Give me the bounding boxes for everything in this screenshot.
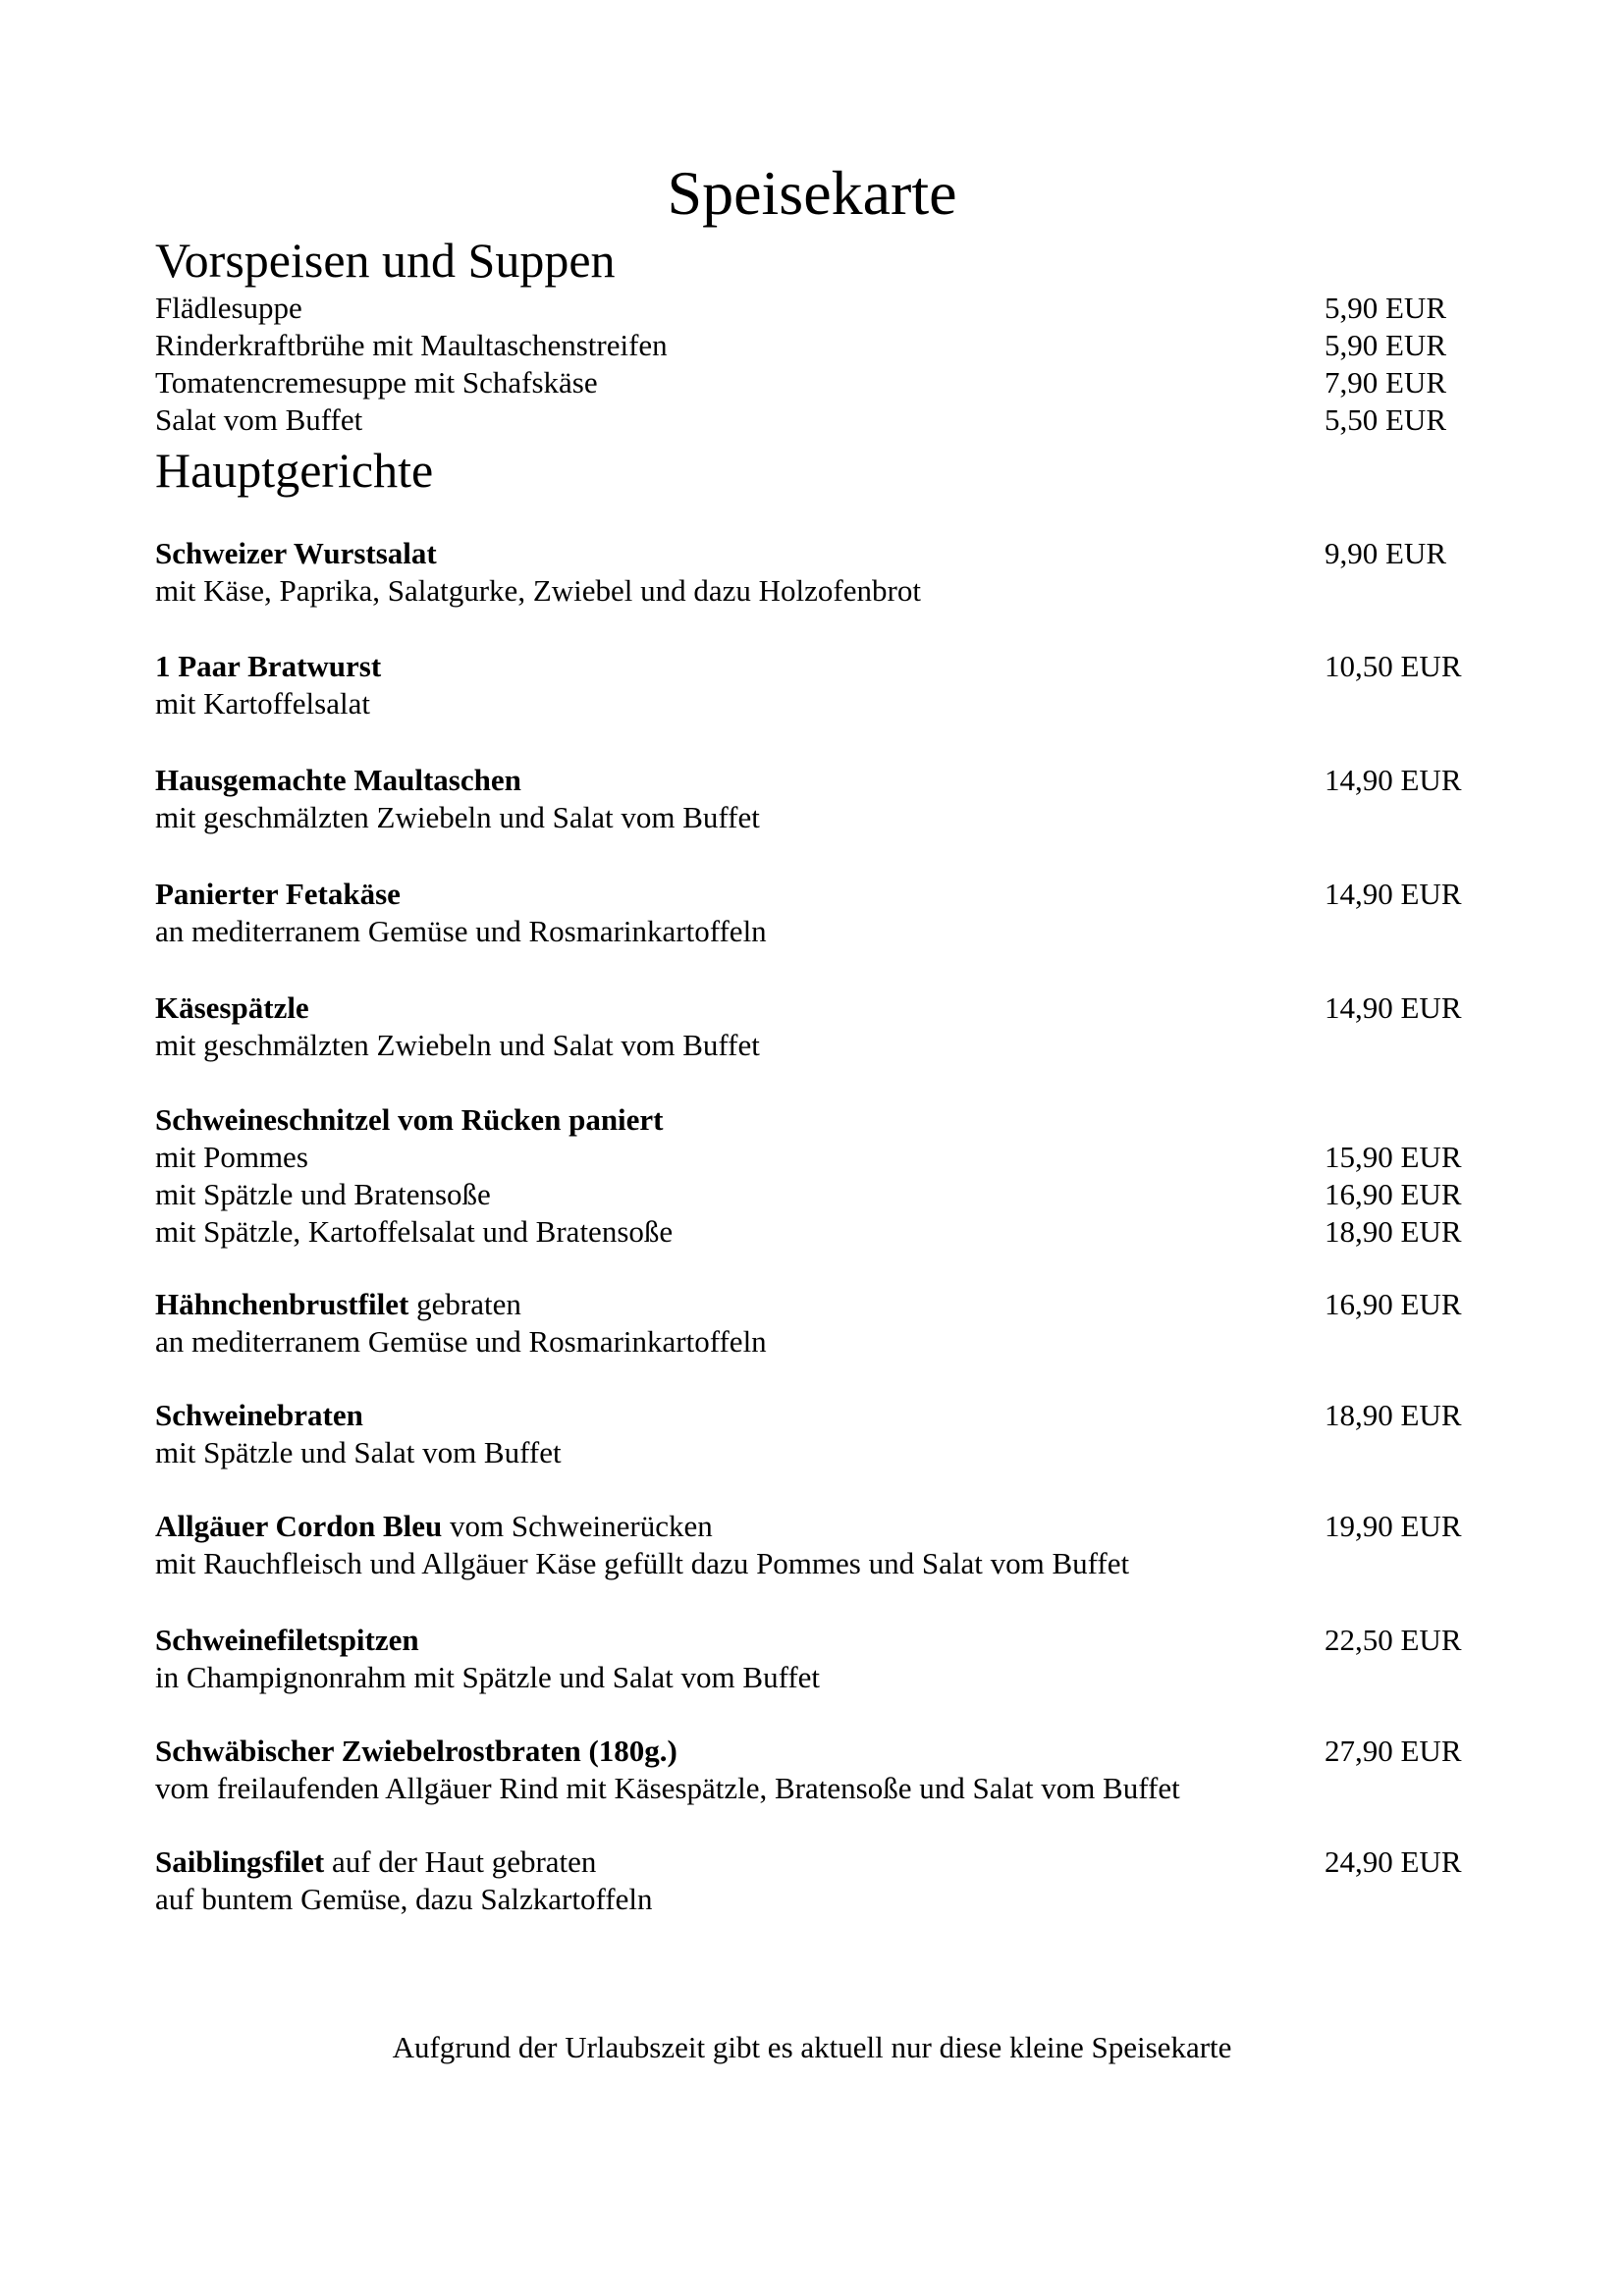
dish-title [155, 876, 401, 913]
dish-description: mit Kartoffelsalat [155, 686, 370, 721]
dish-price: 14,90 EUR [1325, 877, 1462, 911]
dish-price: 9,90 EUR [1325, 536, 1446, 570]
dish-price: 14,90 EUR [1325, 763, 1462, 797]
dish-name: Schweineschnitzel vom Rücken paniert [155, 1102, 664, 1137]
dish-name: Hausgemachte Maultaschen [155, 763, 521, 797]
section-heading-starters: Vorspeisen und Suppen [155, 233, 616, 288]
dish-title [155, 1508, 713, 1545]
dish-name-suffix: vom Schweinerücken [442, 1509, 713, 1543]
dish-name: Schwäbischer Zwiebelrostbraten (180g.) [155, 1734, 677, 1768]
dish-price: 22,50 EUR [1325, 1623, 1462, 1657]
dish-price: 14,90 EUR [1325, 990, 1462, 1025]
dish-description: in Champignonrahm mit Spätzle und Salat vom Buffet [155, 1660, 821, 1694]
dish-description: auf buntem Gemüse, dazu Salzkartoffeln [155, 1882, 653, 1916]
dish-name: Schweinefiletspitzen [155, 1623, 419, 1657]
dish-description: mit Spätzle und Salat vom Buffet [155, 1435, 562, 1469]
dish-price: 16,90 EUR [1325, 1287, 1462, 1321]
dish-title [155, 1733, 677, 1770]
dish-title [155, 1397, 363, 1434]
dish-description: an mediterranem Gemüse und Rosmarinkartoffeln [155, 914, 767, 948]
dish-option-label: mit Spätzle, Kartoffelsalat und Bratensoße [155, 1214, 674, 1249]
dish-name: Schweizer Wurstsalat [155, 536, 437, 570]
dish-title [155, 1286, 521, 1323]
menu-item-name: Rinderkraftbrühe mit Maultaschenstreifen [155, 328, 668, 362]
dish-name: Käsespätzle [155, 990, 309, 1025]
page-title: Speisekarte [667, 158, 957, 228]
dish-option-label: mit Pommes [155, 1140, 308, 1174]
section-heading-mains: Hauptgerichte [155, 443, 434, 498]
menu-item-price: 5,90 EUR [1325, 328, 1446, 362]
dish-option-label: mit Spätzle und Bratensoße [155, 1177, 491, 1211]
dish-description: vom freilaufenden Allgäuer Rind mit Käsespätzle, Bratensoße und Salat vom Buffet [155, 1771, 1180, 1805]
dish-option-price: 15,90 EUR [1325, 1140, 1462, 1174]
dish-option-price: 16,90 EUR [1325, 1177, 1462, 1211]
dish-description: mit Rauchfleisch und Allgäuer Käse gefüllt dazu Pommes und Salat vom Buffet [155, 1546, 1130, 1580]
dish-price: 27,90 EUR [1325, 1734, 1462, 1768]
dish-name: Allgäuer Cordon Bleu [155, 1509, 443, 1543]
dish-price: 18,90 EUR [1325, 1398, 1462, 1432]
menu-item-price: 5,90 EUR [1325, 291, 1446, 325]
dish-price: 24,90 EUR [1325, 1844, 1462, 1879]
dish-title [155, 762, 521, 799]
dish-name: Schweinebraten [155, 1398, 363, 1432]
dish-description: mit Käse, Paprika, Salatgurke, Zwiebel und dazu Holzofenbrot [155, 573, 921, 608]
dish-title [155, 1843, 596, 1881]
menu-item-name: Salat vom Buffet [155, 402, 363, 437]
dish-title [155, 535, 437, 572]
dish-title [155, 989, 309, 1027]
dish-name-suffix: auf der Haut gebraten [324, 1844, 597, 1879]
menu-item-name: Flädlesuppe [155, 291, 302, 325]
dish-price: 19,90 EUR [1325, 1509, 1462, 1543]
dish-name: Panierter Fetakäse [155, 877, 401, 911]
dish-description: an mediterranem Gemüse und Rosmarinkartoffeln [155, 1324, 767, 1359]
dish-price: 10,50 EUR [1325, 649, 1462, 683]
dish-title [155, 1622, 419, 1659]
menu-item-price: 5,50 EUR [1325, 402, 1446, 437]
dish-name: 1 Paar Bratwurst [155, 649, 382, 683]
menu-item-price: 7,90 EUR [1325, 365, 1446, 400]
dish-description: mit geschmälzten Zwiebeln und Salat vom Buffet [155, 800, 760, 834]
dish-title [155, 648, 381, 685]
dish-title [155, 1101, 664, 1139]
dish-name: Hähnchenbrustfilet [155, 1287, 409, 1321]
dish-name-suffix: gebraten [408, 1287, 521, 1321]
dish-name: Saiblingsfilet [155, 1844, 325, 1879]
footer-note: Aufgrund der Urlaubszeit gibt es aktuell nur diese kleine Speisekarte [392, 2030, 1232, 2064]
dish-description: mit geschmälzten Zwiebeln und Salat vom Buffet [155, 1028, 760, 1062]
menu-item-name: Tomatencremesuppe mit Schafskäse [155, 365, 598, 400]
dish-option-price: 18,90 EUR [1325, 1214, 1462, 1249]
